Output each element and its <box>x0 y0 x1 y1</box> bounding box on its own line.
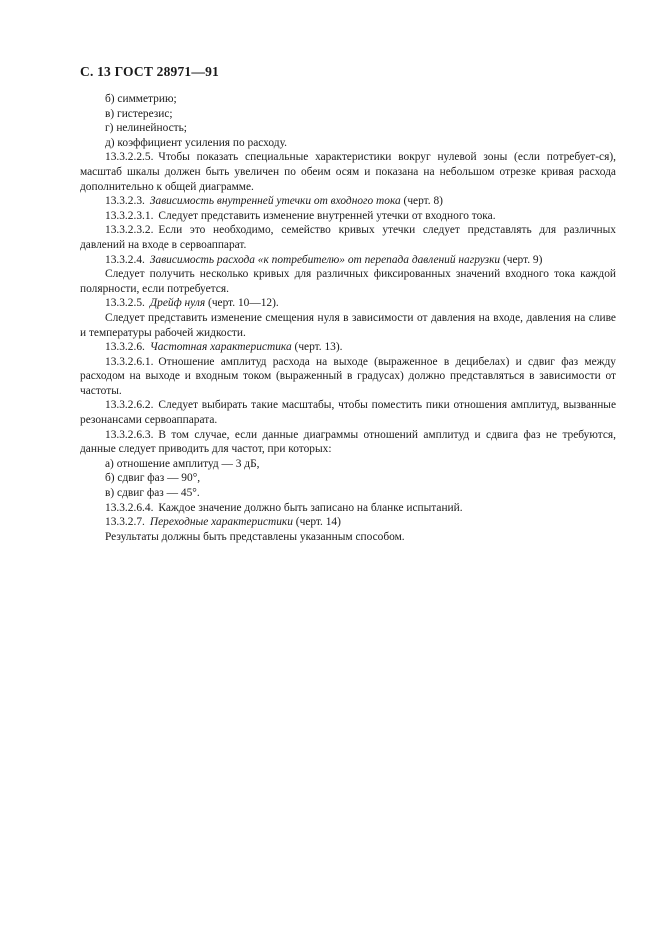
paragraph-text: Результаты должны быть представлены указанным способом. <box>105 530 405 543</box>
paragraph-text: г) нелинейность; <box>105 122 187 135</box>
paragraph-text: Чтобы показать специальные характеристики вокруг нулевой зоны (если потребует-ся), масштаб шкалы должен быть увеличен по обеим осям и показана на небольшом отрезке кривая расхода дополнительно к общей диаграмме. <box>80 151 616 193</box>
paragraph-text: Отношение амплитуд расхода на выходе (выраженное в децибелах) и сдвиг фаз между расходом на выходе и входным током (выраженный в градусах) должно представляться в зависимости от частоты. <box>80 355 616 397</box>
paragraph-text: (черт. 8) <box>400 195 443 208</box>
paragraph <box>80 398 616 427</box>
paragraph <box>80 296 616 311</box>
clause-number: 13.3.2.6.4. <box>105 501 154 514</box>
paragraph <box>80 471 616 486</box>
clause-number: 13.3.2.6.2. <box>105 399 154 412</box>
paragraph-text: б) сдвиг фаз — 90°, <box>105 472 201 485</box>
paragraph <box>80 501 616 516</box>
paragraph <box>80 150 616 194</box>
paragraph <box>80 530 616 545</box>
paragraph <box>80 486 616 501</box>
paragraph <box>80 223 616 252</box>
paragraph <box>80 209 616 224</box>
paragraph <box>80 340 616 355</box>
clause-number: 13.3.2.6.1. <box>105 355 154 368</box>
clause-number: 13.3.2.7. <box>105 516 145 529</box>
paragraph <box>80 355 616 399</box>
paragraph <box>80 121 616 136</box>
paragraph <box>80 107 616 122</box>
clause-number: 13.3.2.3.2. <box>105 224 154 237</box>
clause-number: 13.3.2.3.1. <box>105 209 154 222</box>
clause-number: 13.3.2.5. <box>105 297 145 310</box>
paragraph-text: (черт. 14) <box>292 516 341 529</box>
paragraph-text: б) симметрию; <box>105 93 177 105</box>
paragraph <box>80 194 616 209</box>
paragraph <box>80 92 616 107</box>
clause-title: Частотная характеристика <box>149 341 292 354</box>
clause-number: 13.3.2.6. <box>105 341 145 354</box>
paragraph-text: Следует выбирать такие масштабы, чтобы поместить пики отношения амплитуд, вызванные резонансами сервоаппарата. <box>80 399 616 427</box>
paragraph-text: в) сдвиг фаз — 45°. <box>105 487 200 500</box>
clause-number: 13.3.2.3. <box>105 195 145 208</box>
paragraph-text: Следует представить изменение внутренней утечки от входного тока. <box>158 209 496 222</box>
paragraph-text: Следует представить изменение смещения нуля в зависимости от давления на входе, давления на сливе и температуры рабочей жидкости. <box>80 311 616 339</box>
paragraph <box>80 515 616 530</box>
paragraph <box>80 311 616 340</box>
paragraph-text: (черт. 10—12). <box>205 297 279 310</box>
paragraph-text: Если это необходимо, семейство кривых утечки следует представлять для различных давлений на входе в сервоаппарат. <box>80 224 616 251</box>
clause-title: Дрейф нуля <box>149 297 206 310</box>
clause-title: Переходные характеристики <box>149 516 293 529</box>
clause-title: Зависимость расхода «к потребителю» от перепада давлений нагрузки <box>149 253 501 266</box>
paragraph-text: Следует получить несколько кривых для различных фиксированных значений входного тока каждой полярности, если потребуется. <box>80 268 616 295</box>
clause-number: 13.3.2.6.3. <box>105 428 154 441</box>
paragraph-text: в) гистерезис; <box>105 107 173 120</box>
paragraph-text: Каждое значение должно быть записано на бланке испытаний. <box>158 501 463 514</box>
paragraph-text: (черт. 13). <box>291 341 343 354</box>
clause-number: 13.3.2.2.5. <box>105 151 154 164</box>
paragraph-text: а) отношение амплитуд — 3 дБ, <box>105 457 260 470</box>
paragraph-text: В том случае, если данные диаграммы отношений амплитуд и сдвига фаз не требуются, данные следует приводить для частот, при которых: <box>80 428 616 456</box>
paragraph <box>80 253 616 268</box>
clause-number: 13.3.2.4. <box>105 253 145 266</box>
paragraph-text: (черт. 9) <box>500 253 543 266</box>
document-body <box>80 92 616 544</box>
clause-title: Зависимость внутренней утечки от входного тока <box>149 195 401 208</box>
paragraph <box>80 267 616 296</box>
page-header: С. 13 ГОСТ 28971—91 <box>80 64 219 79</box>
paragraph <box>80 428 616 457</box>
paragraph <box>80 136 616 151</box>
paragraph <box>80 457 616 472</box>
paragraph-text: д) коэффициент усиления по расходу. <box>105 136 287 149</box>
